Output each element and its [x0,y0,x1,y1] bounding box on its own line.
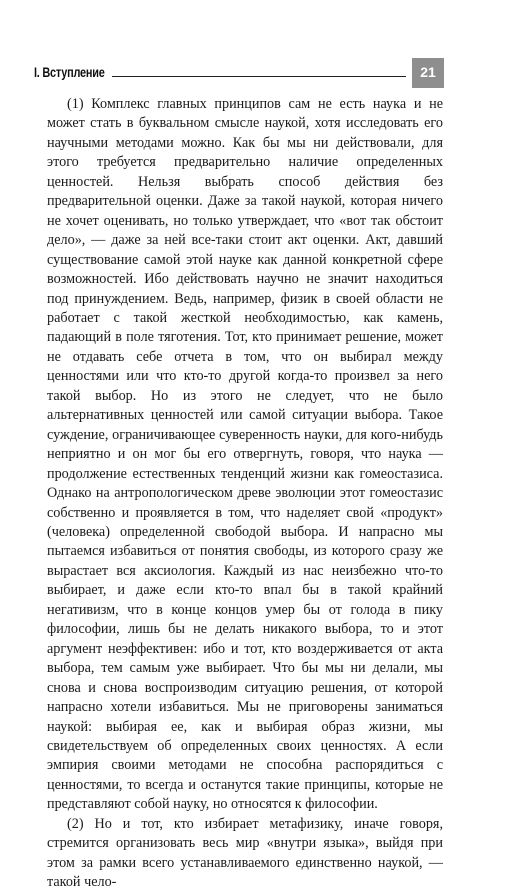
body-text [47,95,443,893]
page-number: 21 [420,64,436,80]
page-number-box [412,58,444,88]
paragraph-2: (2) Но и тот, кто избирает метафизику, иначе говоря, стремится организовать весь мир «внутри языка», выйдя при этом за рамки всего устанавливаемого единственно наукой, — такой чело- [47,815,443,891]
paragraph-1: (1) Комплекс главных принципов сам не есть наука и не может стать в буквальном смысле наукой, хотя исследовать его научными методами можно. Как бы мы ни действовали, для этого требуется предварительно наличие определенных ценностей. Нельзя выбрать способ действия без предварительной оценки. Даже за такой наукой, которая ничего не хочет оценивать, но только утверждает, что «вот так обстоит дело», — даже за ней все-таки стоит акт оценки. Акт, давший существование самой этой науке как данной конкретной сфере возможностей. Ибо действовать научно не значит находиться под принуждением. Ведь, например, физик в своей области не работает с такой жесткой необходимостью, как камень, падающий в поле тяготения. Тот, кто принимает решение, может не отдавать себе отчета в том, что он выбирал между ценностями или что кто-то другой когда-то произвел за него такой выбор. Но из этого не следует, что не было альтернативных ценностей или самой ситуации выбора. Такое суждение, ограничивающее суверенность науки, для кого-нибудь неприятно и он мог бы его отвергнуть, говоря, что наука — продолжение естественных тенденций жизни как гомеостазиса. Однако на антропологическом древе эволюции этот гомеостазис собственно и проявляется в том, что наделяет свой «продукт» (человека) определенной свободой выбора. И напрасно мы пытаемся избавиться от понятия свободы, из которого сразу же вырастает вся аксиология. Каждый из нас неизбежно что-то выбирает, и даже если кто-то впал бы в такой крайний негативизм, что в конце концов умер бы от голода в пику философии, лишь бы не делать никакого выбора, то и этот аргумент неэффективен: ибо и тот, кто воздерживается от акта выбора, тем самым уже выбирает. Что бы мы ни делали, мы снова и снова воспроизводим ситуацию решения, от которой напрасно хотели избавиться. Мы не приговорены заниматься наукой: выбирая ее, как и выбирая образ жизни, мы свидетельствуем об определенных своих ценностях. А если эмпирия своими методами не способна распорядиться с ценностями, то всегда и останутся такие принципы, которые не представляют собой науку, но относятся к философии. [47,96,443,813]
running-header [34,58,444,88]
section-title: I. Вступление [34,64,105,80]
header-rule [112,76,406,77]
